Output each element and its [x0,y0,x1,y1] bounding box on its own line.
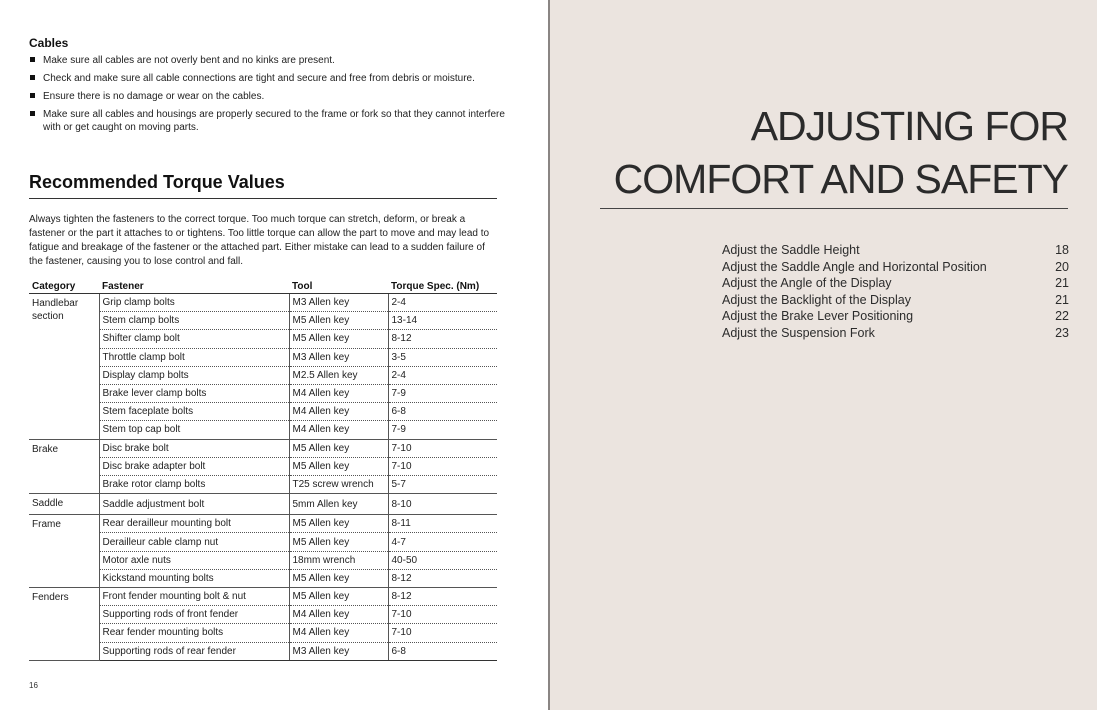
category-cell: Handlebar section [29,294,99,440]
torque-heading: Recommended Torque Values [29,172,497,199]
toc-entry[interactable] [722,259,1069,276]
category-cell: Saddle [29,494,99,515]
header-torque-spec: Torque Spec. (Nm) [388,279,497,294]
tool-cell: M5 Allen key [289,533,388,551]
fastener-cell: Display clamp bolts [99,366,289,384]
fastener-cell: Rear derailleur mounting bolt [99,515,289,533]
chapter-title [600,100,1068,209]
table-header-row [29,279,497,294]
torque-spec-cell: 7-10 [388,606,497,624]
tool-cell: M5 Allen key [289,515,388,533]
toc-entry[interactable] [722,325,1069,342]
page-number: 16 [29,681,38,690]
fastener-cell: Supporting rods of front fender [99,606,289,624]
table-row [29,642,497,660]
fastener-cell: Brake rotor clamp bolts [99,475,289,493]
table-row [29,515,497,533]
tool-cell: T25 screw wrench [289,475,388,493]
toc-entry-page: 22 [1055,309,1069,324]
toc-entry-label: Adjust the Brake Lever Positioning [722,309,914,324]
header-category: Category [29,279,99,294]
table-row [29,494,497,515]
cables-heading: Cables [29,36,69,50]
torque-spec-cell: 7-9 [388,421,497,439]
category-cell: Frame [29,515,99,588]
torque-spec-cell: 7-10 [388,624,497,642]
torque-spec-cell: 8-12 [388,588,497,606]
chapter-title-line: COMFORT AND SAFETY [613,156,1068,202]
table-row [29,439,497,457]
table-row [29,475,497,493]
torque-spec-cell: 40-50 [388,551,497,569]
torque-spec-cell: 8-10 [388,494,497,515]
table-row [29,551,497,569]
fastener-cell: Shifter clamp bolt [99,330,289,348]
torque-spec-cell: 7-10 [388,439,497,457]
toc-entry-page: 23 [1055,325,1069,340]
fastener-cell: Stem clamp bolts [99,312,289,330]
tool-cell: M3 Allen key [289,294,388,312]
category-cell: Fenders [29,588,99,661]
fastener-cell: Derailleur cable clamp nut [99,533,289,551]
torque-table [29,279,497,661]
torque-spec-cell: 4-7 [388,533,497,551]
torque-spec-cell: 2-4 [388,294,497,312]
tool-cell: M2.5 Allen key [289,366,388,384]
table-row [29,294,497,312]
tool-cell: M5 Allen key [289,569,388,587]
category-cell: Brake [29,439,99,494]
table-row [29,384,497,402]
tool-cell: M4 Allen key [289,403,388,421]
tool-cell: 18mm wrench [289,551,388,569]
toc-entry-page: 20 [1055,259,1069,274]
torque-spec-cell: 13-14 [388,312,497,330]
tool-cell: M4 Allen key [289,624,388,642]
fastener-cell: Stem faceplate bolts [99,403,289,421]
list-item: Check and make sure all cable connections are tight and secure and free from debris or moisture. [29,72,509,85]
torque-spec-cell: 7-9 [388,384,497,402]
fastener-cell: Supporting rods of rear fender [99,642,289,660]
fastener-cell: Throttle clamp bolt [99,348,289,366]
torque-spec-cell: 8-12 [388,330,497,348]
fastener-cell: Rear fender mounting bolts [99,624,289,642]
tool-cell: M4 Allen key [289,606,388,624]
tool-cell: 5mm Allen key [289,494,388,515]
torque-spec-cell: 6-8 [388,642,497,660]
chapter-title-line: ADJUSTING FOR [750,103,1068,149]
torque-spec-cell: 8-12 [388,569,497,587]
torque-spec-cell: 6-8 [388,403,497,421]
toc-entry-page: 18 [1055,243,1069,257]
list-item: Ensure there is no damage or wear on the cables. [29,90,509,103]
table-row [29,330,497,348]
tool-cell: M4 Allen key [289,421,388,439]
fastener-cell: Stem top cap bolt [99,421,289,439]
tool-cell: M5 Allen key [289,312,388,330]
tool-cell: M5 Allen key [289,330,388,348]
tool-cell: M5 Allen key [289,439,388,457]
toc-entry-label: Adjust the Suspension Fork [722,325,875,340]
table-row [29,569,497,587]
toc-entry-page: 21 [1055,292,1069,307]
toc-entry-label: Adjust the Angle of the Display [722,276,892,291]
cables-bullet-list [29,54,509,139]
tool-cell: M3 Allen key [289,642,388,660]
left-page [0,0,548,710]
torque-spec-cell: 8-11 [388,515,497,533]
torque-intro-paragraph: Always tighten the fasteners to the correct torque. Too much torque can stretch, deform, or break a fastener or the part it attaches to or tightens. Too little torque can allow the part to move and may lead to fatigue and breakage of the fastener or the attached part. Either mistake can lead to a sudden failure of the fastener, causing you to lose control and fall. [29,214,490,267]
list-item: Make sure all cables and housings are properly secured to the frame or fork so that they cannot interfere with or get caught on moving parts. [29,108,509,134]
table-row [29,457,497,475]
header-fastener: Fastener [99,279,289,294]
fastener-cell: Kickstand mounting bolts [99,569,289,587]
fastener-cell: Disc brake bolt [99,439,289,457]
table-row [29,606,497,624]
table-row [29,403,497,421]
toc-entry-page: 21 [1055,276,1069,291]
tool-cell: M5 Allen key [289,588,388,606]
toc-entry-label: Adjust the Saddle Height [722,243,860,257]
toc-entry[interactable] [722,292,1069,309]
torque-spec-cell: 5-7 [388,475,497,493]
toc-entry[interactable] [722,242,1069,259]
table-row [29,348,497,366]
tool-cell: M3 Allen key [289,348,388,366]
tool-cell: M4 Allen key [289,384,388,402]
table-row [29,588,497,606]
header-tool: Tool [289,279,388,294]
fastener-cell: Brake lever clamp bolts [99,384,289,402]
tool-cell: M5 Allen key [289,457,388,475]
fastener-cell: Disc brake adapter bolt [99,457,289,475]
fastener-cell: Grip clamp bolts [99,294,289,312]
table-row [29,312,497,330]
torque-spec-cell: 2-4 [388,366,497,384]
toc-entry-label: Adjust the Backlight of the Display [722,292,911,307]
torque-spec-cell: 7-10 [388,457,497,475]
table-row [29,624,497,642]
fastener-cell: Saddle adjustment bolt [99,494,289,515]
table-row [29,421,497,439]
fastener-cell: Front fender mounting bolt & nut [99,588,289,606]
list-item: Make sure all cables are not overly bent and no kinks are present. [29,54,509,67]
table-row [29,366,497,384]
toc-entry-label: Adjust the Saddle Angle and Horizontal Position [722,259,987,274]
fastener-cell: Motor axle nuts [99,551,289,569]
toc-entry[interactable] [722,275,1069,292]
torque-spec-cell: 3-5 [388,348,497,366]
toc-entry[interactable] [722,308,1069,325]
table-of-contents [722,242,1069,342]
table-row [29,533,497,551]
